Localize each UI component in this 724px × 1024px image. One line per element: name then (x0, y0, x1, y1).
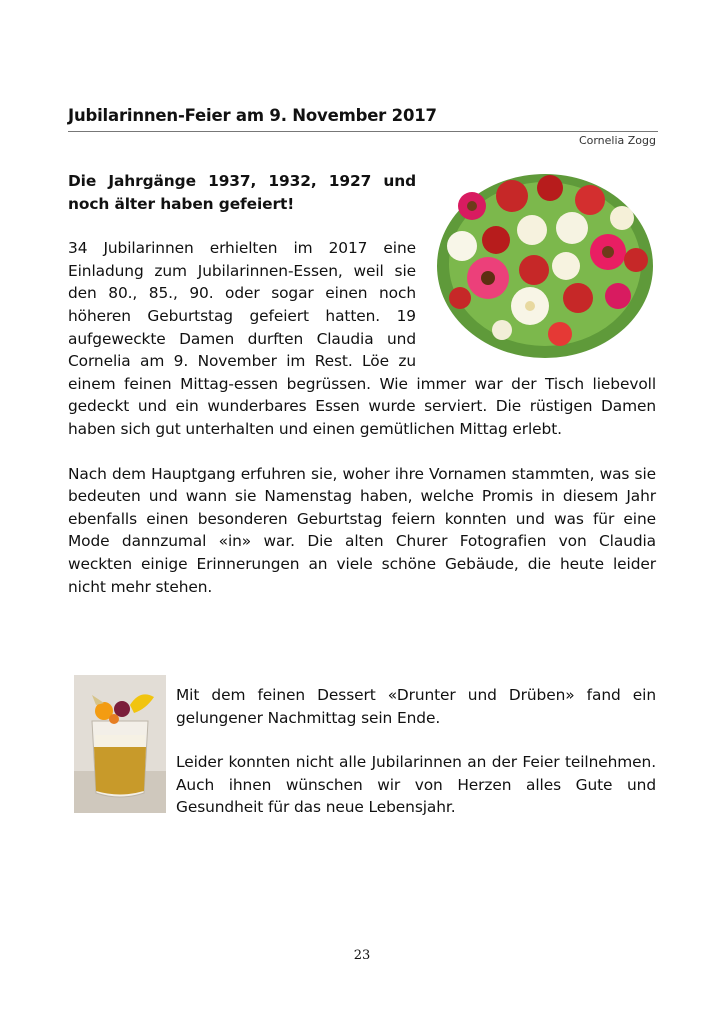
article-body (68, 170, 656, 620)
paragraph-main-course: Nach dem Hauptgang erfuhren sie, woher ihre Vornamen stammten, was sie bedeuten und wann sie Namenstag haben, welche Promis in diesem Jahr ebenfalls einen besonderen Geburtstag feiern konnten und was für eine Mode dannzumal «in» war. Die alten Churer Fotografien von Claudia weckten einige Erinnerungen an viele schöne Gebäude, die heute leider nicht mehr stehen. (68, 464, 656, 596)
flower-bouquet-photo (432, 166, 658, 364)
paragraph-intro: 34 Jubilarinnen erhielten im 2017 eine Einladung zum Jubilarinnen-Essen, weil sie den 80., 85., 90. oder sogar einen noch höheren Geburtstag gefeiert hatten. 19 aufgeweckte Damen durften Claudia und Cornelia am 9. November im Rest. Löe zu einem feinen Mittag-essen begrüssen. Wie immer war der Tisch liebevoll gedeckt und ein wunderbares Essen wurde serviert. Die rüstigen Damen haben sich gut unterhalten und einen gemütlichen Mittag erlebt. (68, 239, 656, 438)
dessert-section (176, 684, 656, 841)
page-number: 23 (353, 948, 371, 963)
paragraph-dessert: Mit dem feinen Dessert «Drunter und Drüben» fand ein gelungener Nachmittag sein Ende. (176, 686, 656, 727)
author-name: Cornelia Zogg (578, 134, 656, 147)
dessert-glass-photo (74, 675, 166, 813)
paragraph-closing: Leider konnten nicht alle Jubilarinnen an der Feier teilnehmen. Auch ihnen wünschen wir von Herzen alles Gute und Gesundheit für das neue Lebensjahr. (176, 753, 656, 817)
page-title: Jubilarinnen-Feier am 9. November 2017 (68, 106, 658, 132)
article-subheading: Die Jahrgänge 1937, 1932, 1927 und noch älter haben gefeiert! (68, 172, 416, 213)
